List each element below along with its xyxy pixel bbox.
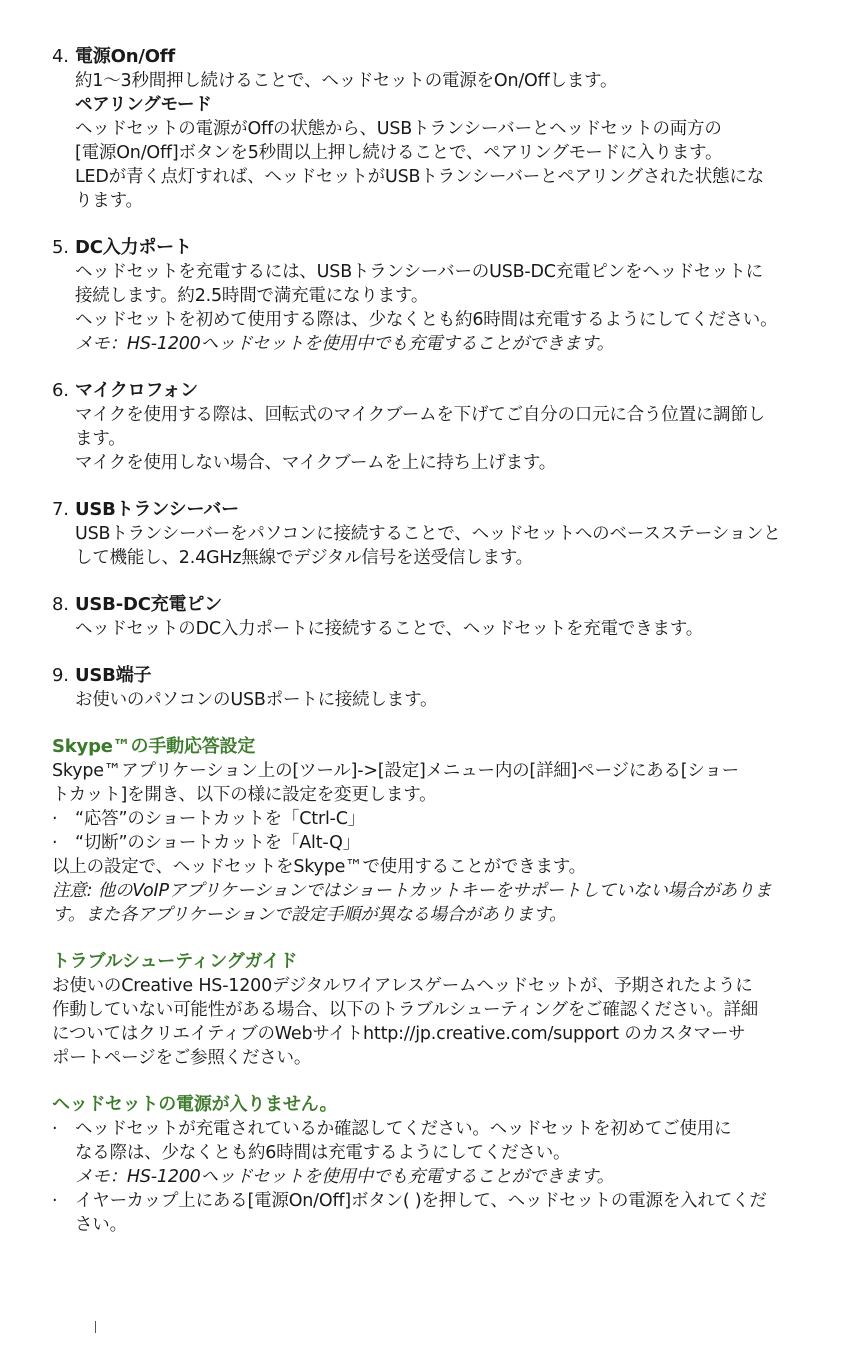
item-title: DC入力ポート bbox=[75, 237, 192, 258]
text-line: Skype™アプリケーション上の[ツール]->[設定]メニュー内の[詳細]ページにある[ショー bbox=[52, 761, 739, 781]
text-line: ヘッドセットを初めて使用する際は、少なくとも約6時間は充電するようにしてください。 bbox=[75, 310, 778, 330]
text-line: マイクを使用する際は、回転式のマイクブームを下げてご自分の口元に合う位置に調節し bbox=[75, 405, 766, 425]
document-page bbox=[52, 45, 812, 1260]
item-number: 4. bbox=[52, 46, 69, 67]
item-body bbox=[52, 688, 812, 712]
text-line: 以上の設定で、ヘッドセットをSkype™で使用することができます。 bbox=[52, 857, 586, 877]
text-line: 接続します。約2.5時間で満充電になります。 bbox=[75, 286, 429, 306]
text-line: USBトランシーバーをパソコンに接続することで、ヘッドセットへのベースステーションと bbox=[75, 524, 781, 544]
item-usb-transceiver bbox=[52, 498, 812, 570]
item-body bbox=[52, 617, 812, 641]
bullet-mark: · bbox=[52, 1119, 58, 1139]
item-dc-port bbox=[52, 236, 812, 356]
item-body bbox=[52, 403, 812, 475]
item-title: USB端子 bbox=[75, 665, 152, 686]
section-title: ヘッドセットの電源が入りません。 bbox=[52, 1094, 338, 1115]
bullet-text bbox=[75, 1189, 812, 1237]
memo-text: メモ：HS-1200ヘッドセットを使用中でも充電することができます。 bbox=[75, 334, 614, 354]
text-line: トカット]を開き、以下の様に設定を変更します。 bbox=[52, 785, 437, 805]
item-title: 電源On/Off bbox=[75, 46, 176, 67]
text-line: ヘッドセットが充電されているか確認してください。ヘッドセットを初めてご使用に bbox=[75, 1119, 732, 1139]
bullet-mark: · bbox=[52, 833, 58, 853]
text-line: ヘッドセットのDC入力ポートに接続することで、ヘッドセットを充電できます。 bbox=[75, 619, 703, 639]
text-line: ヘッドセットの電源がOffの状態から、USBトランシーバーとヘッドセットの両方の bbox=[75, 119, 722, 139]
item-number: 8. bbox=[52, 594, 69, 615]
text-line: ります。 bbox=[75, 191, 143, 211]
section-title: トラブルシューティングガイド bbox=[52, 951, 298, 972]
section-title: Skype™の手動応答設定 bbox=[52, 736, 256, 757]
sub-heading: ペアリングモード bbox=[75, 95, 212, 115]
item-number: 5. bbox=[52, 237, 69, 258]
item-number: 6. bbox=[52, 380, 69, 401]
item-power bbox=[52, 45, 812, 213]
text-line: お使いのCreative HS-1200デジタルワイアレスゲームヘッドセットが、予期されたように bbox=[52, 976, 753, 996]
text-line: ます。 bbox=[75, 429, 126, 449]
text-line: についてはクリエイティブのWebサイトhttp://jp.creative.com/support のカスタマーサ bbox=[52, 1024, 746, 1044]
section-troubleshooting bbox=[52, 950, 812, 1070]
bullet-text: “応答”のショートカットを「Ctrl-C」 bbox=[75, 809, 366, 829]
item-usb-connector bbox=[52, 664, 812, 712]
item-number: 9. bbox=[52, 665, 69, 686]
text-line: [電源On/Off]ボタンを5秒間以上押し続けることで、ペアリングモードに入ります。 bbox=[75, 143, 723, 163]
item-title: USB-DC充電ピン bbox=[75, 594, 222, 615]
bullet-item bbox=[52, 807, 812, 831]
item-body bbox=[52, 522, 812, 570]
item-heading bbox=[52, 593, 812, 617]
item-microphone bbox=[52, 379, 812, 475]
text-line: ポートページをご参照ください。 bbox=[52, 1048, 312, 1068]
bullet-item bbox=[52, 1117, 812, 1189]
memo-text: メモ：HS-1200ヘッドセットを使用中でも充電することができます。 bbox=[75, 1167, 614, 1187]
text-line: LEDが青く点灯すれば、ヘッドセットがUSBトランシーバーとペアリングされた状態にな bbox=[75, 167, 764, 187]
bullet-mark: · bbox=[52, 1191, 58, 1211]
item-body bbox=[52, 260, 812, 356]
bullet-text bbox=[75, 1117, 812, 1189]
item-number: 7. bbox=[52, 499, 69, 520]
item-heading bbox=[52, 379, 812, 403]
item-usb-dc-pin bbox=[52, 593, 812, 641]
text-line: マイクを使用しない場合、マイクブームを上に持ち上げます。 bbox=[75, 453, 557, 473]
bullet-item bbox=[52, 1189, 812, 1237]
section-no-power bbox=[52, 1093, 812, 1237]
item-title: マイクロフォン bbox=[75, 380, 198, 401]
bullet-item bbox=[52, 831, 812, 855]
item-title: USBトランシーバー bbox=[75, 499, 239, 520]
text-line: ヘッドセットを充電するには、USBトランシーバーのUSB-DC充電ピンをヘッドセットに bbox=[75, 262, 763, 282]
section-skype bbox=[52, 735, 812, 927]
item-heading bbox=[52, 498, 812, 522]
note-text: 注意: 他のVoIPアプリケーションではショートカットキーをサポートしていない場合がありま bbox=[52, 881, 772, 901]
text-line: 約1〜3秒間押し続けることで、ヘッドセットの電源をOn/Offします。 bbox=[75, 71, 618, 91]
item-heading bbox=[52, 236, 812, 260]
item-heading bbox=[52, 664, 812, 688]
text-line: さい。 bbox=[75, 1215, 127, 1235]
text-line: お使いのパソコンのUSBポートに接続します。 bbox=[75, 690, 438, 710]
text-line: して機能し、2.4GHz無線でデジタル信号を送受信します。 bbox=[75, 548, 533, 568]
bullet-text: “切断”のショートカットを「Alt-Q」 bbox=[75, 833, 361, 853]
text-line: 作動していない可能性がある場合、以下のトラブルシューティングをご確認ください。詳細 bbox=[52, 1000, 759, 1020]
item-body bbox=[52, 69, 812, 213]
page-marker-line bbox=[95, 1321, 96, 1333]
text-line: なる際は、少なくとも約6時間は充電するようにしてください。 bbox=[75, 1143, 571, 1163]
note-text: す。また各アプリケーションで設定手順が異なる場合があります。 bbox=[52, 905, 567, 925]
text-line: イヤーカップ上にある[電源On/Off]ボタン( )を押して、ヘッドセットの電源を入れてくだ bbox=[75, 1191, 767, 1211]
item-heading bbox=[52, 45, 812, 69]
bullet-mark: · bbox=[52, 809, 58, 829]
